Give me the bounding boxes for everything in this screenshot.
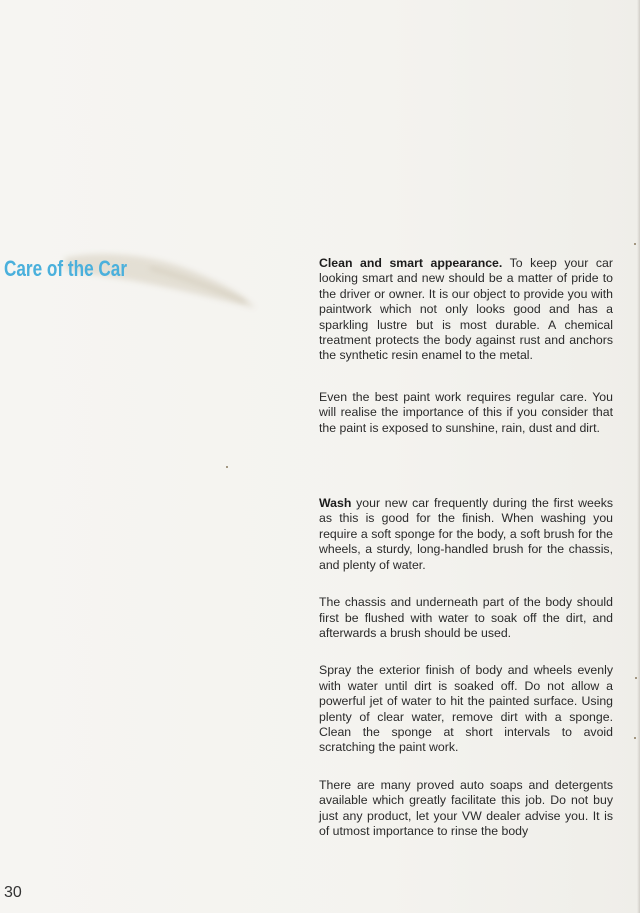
paragraph-regular-care: Even the best paint work requires regular care. You will realise the importance of this if you consider that the paint is exposed to sunshine, rain, dust and dirt.: [319, 389, 613, 435]
paragraph-clean-appearance: [319, 256, 613, 364]
paragraph-soaps: There are many proved auto soaps and detergents available which greatly facilitate this job. Do not buy just any product, let your VW dealer advise you. It is of utmost importance to rinse the body: [319, 777, 613, 838]
paragraph-wash: [319, 496, 613, 573]
paragraph-chassis: The chassis and underneath part of the body should first be flushed with water to soak off the dirt, and afterwards a brush should be used.: [319, 595, 613, 640]
paper-speck: [226, 466, 228, 468]
paper-speck: [634, 737, 636, 739]
paragraph-lead: Clean and smart appearance.: [319, 256, 503, 270]
paragraph-lead: Wash: [319, 496, 352, 511]
section-title: Care of the Car: [4, 256, 128, 281]
paragraph-text: To keep your car looking smart and new should be a matter of pride to the driver or owner. It is our object to provide you with paintwork which not only looks good and has a sparkling lustre but is most durable. A chemical treatment protects the body against rust and anchors the synthetic resin enamel to the metal.: [319, 256, 613, 363]
paper-speck: [634, 243, 636, 245]
paper-speck: [635, 677, 637, 679]
paragraph-spray: Spray the exterior finish of body and wheels evenly with water until dirt is soaked off. Do not allow a powerful jet of water to hit the painted surface. Using plenty of clear water, remove dirt with a sponge. Clean the sponge at short intervals to avoid scratching the paint work.: [319, 663, 613, 755]
paragraph-text: your new car frequently during the first weeks as this is good for the finish. When washing you require a soft sponge for the body, a soft brush for the wheels, a sturdy, long-handled brush for the chassis, and plenty of water.: [319, 496, 613, 572]
page-number: 30: [4, 884, 22, 901]
body-text-column: [319, 256, 613, 839]
